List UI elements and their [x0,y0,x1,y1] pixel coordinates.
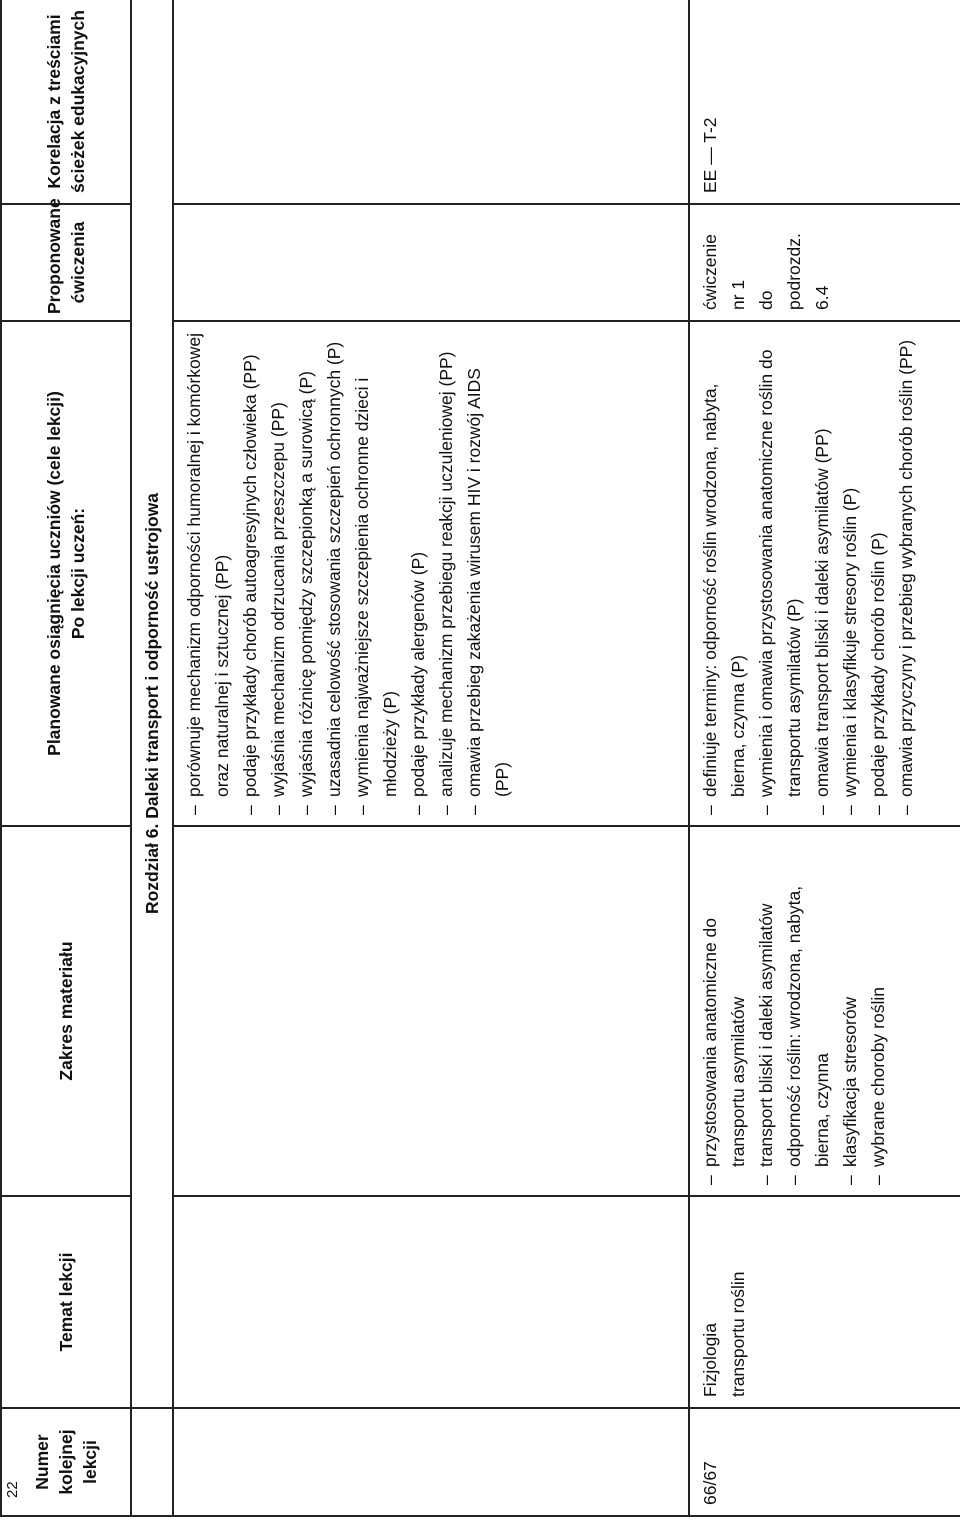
intro-goals-cell [173,321,689,826]
intro-scope-cell [173,826,689,1196]
list-item: – omawia przebieg zakażenia wirusem HIV i rozwój AIDS (PP) [460,332,516,815]
lesson-scope-list [696,837,892,1185]
intro-exercises-cell [173,204,689,321]
lesson-row [689,0,960,1516]
header-lesson-number: Numer kolejnej lekcji [1,1408,131,1516]
list-item: – wyjaśnia mechanizm odrzucania przeszczepu (PP) [264,332,292,815]
header-scope: Zakres materiału [1,826,131,1196]
lesson-scope-cell [689,826,960,1196]
list-item: – analizuje mechanizm przebiegu reakcji uczuleniowej (PP) [432,332,460,815]
intro-correlation-cell [173,0,689,204]
list-item: – podaje przykłady chorób autoagresyjnych człowieka (PP) [236,332,264,815]
page-number: 22 [4,1481,21,1498]
lesson-goals-cell [689,321,960,826]
chapter-title: Rozdział 6. Daleki transport i odporność ustrojowa [131,0,173,1408]
lesson-number: 66/67 [689,1408,960,1516]
list-item: – wyjaśnia różnicę pomiędzy szczepionką a surowicą (P) [292,332,320,815]
list-item: – wymienia najważniejsze szczepienia ochronne dzieci i młodzieży (P) [348,332,404,815]
chapter-row [131,0,173,1516]
list-item: – uzasadnia celowość stosowania szczepień ochronnych (P) [320,332,348,815]
header-exercises: Proponowane ćwiczenia [1,204,131,321]
lesson-goals-list [696,332,920,815]
list-item: – porównuje mechanizm odporności humoralnej i komórkowej oraz naturalnej i sztucznej (PP) [180,332,236,815]
intro-goals-row [173,0,689,1516]
list-item: – wybrane choroby roślin [864,837,892,1185]
header-correlation: Korelacja z treściami ścieżek edukacyjnych [1,0,131,204]
list-item: – definiuje terminy: odporność roślin wrodzona, nabyta, bierna, czynna (P) [696,332,752,815]
list-item: – przystosowania anatomiczne do transportu asymilatów [696,837,752,1185]
list-item: – klasyfikacja stresorów [836,837,864,1185]
lesson-topic: Fizjologia transportu roślin [689,1196,960,1408]
intro-topic-cell [173,1196,689,1408]
header-row [1,0,131,1516]
list-item: – wymienia i klasyfikuje stresory roślin (P) [836,332,864,815]
lesson-exercises: ćwiczenie nr 1 do podrozdz. 6.4 [689,204,960,321]
list-item: – podaje przykłady alergenów (P) [404,332,432,815]
header-goals: Planowane osiągnięcia uczniów (cele lekcji) Po lekcji uczeń: [1,321,131,826]
list-item: – podaje przykłady chorób roślin (P) [864,332,892,815]
list-item: – omawia transport bliski i daleki asymilatów (PP) [808,332,836,815]
list-item: – odporność roślin: wrodzona, nabyta, bierna, czynna [780,837,836,1185]
list-item: – wymienia i omawia przystosowania anatomiczne roślin do transportu asymilatów (P) [752,332,808,815]
intro-goals-list [180,332,516,815]
header-topic: Temat lekcji [1,1196,131,1408]
list-item: – transport bliski i daleki asymilatów [752,837,780,1185]
chapter-spacer [131,1408,173,1516]
lesson-correlation: EE — T-2 [689,0,960,204]
list-item: – omawia przyczyny i przebieg wybranych chorób roślin (PP) [892,332,920,815]
intro-number-cell [173,1408,689,1516]
